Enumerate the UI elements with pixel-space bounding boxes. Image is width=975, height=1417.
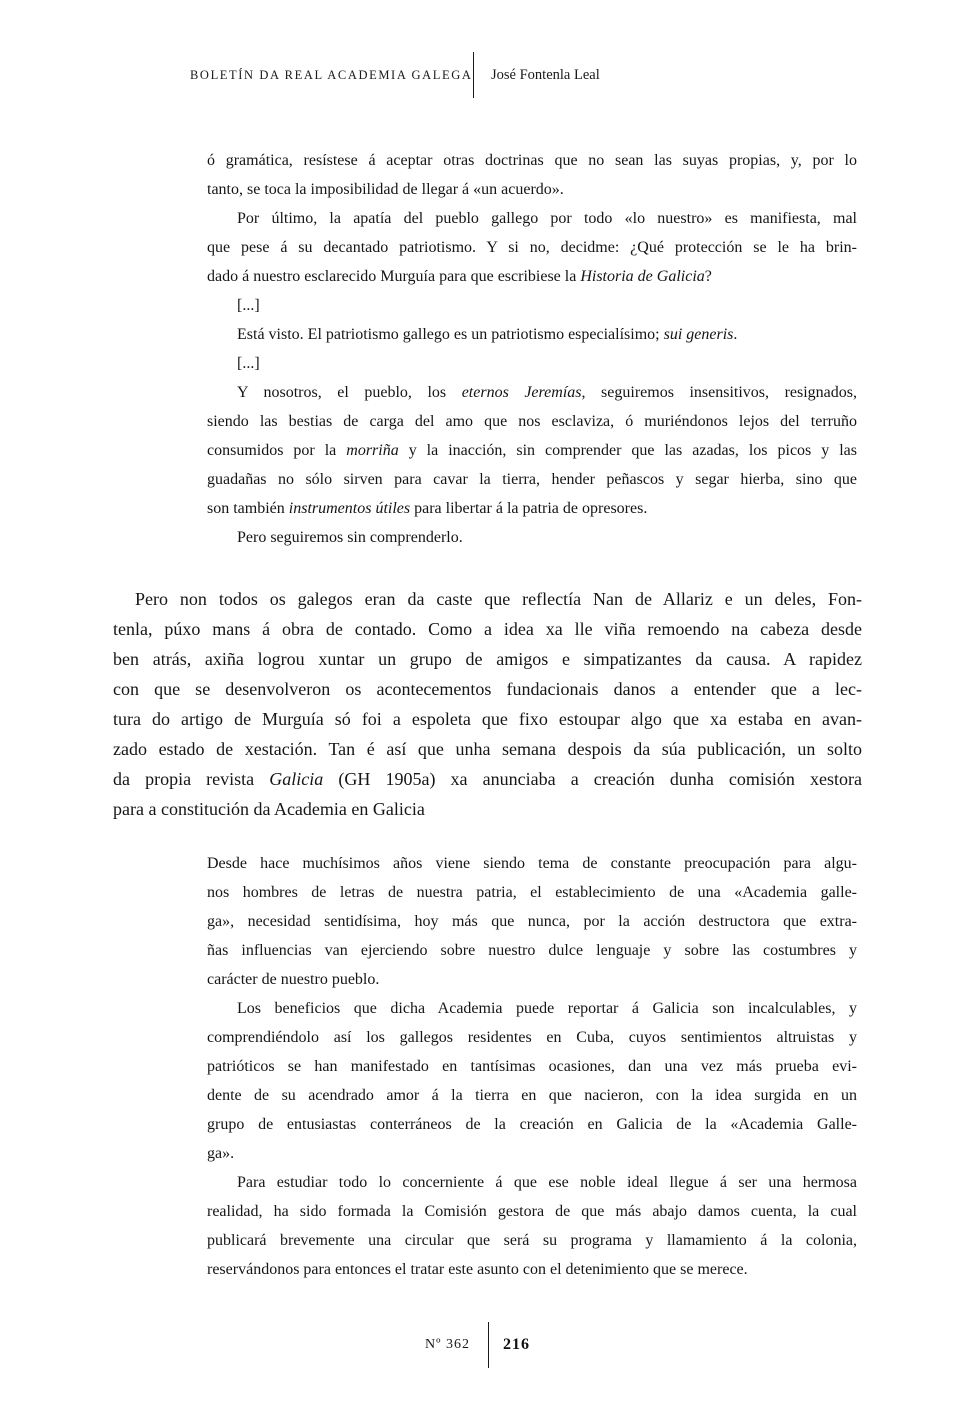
text-line — [113, 704, 862, 734]
plain-text: reservándonos para entonces el tratar este asunto con el detenimiento que se merece. — [207, 1261, 748, 1278]
page-number: 216 — [503, 1336, 530, 1353]
plain-text: dente de su acendrado amor á la tierra en que nacieron, con la idea surgida en un — [207, 1087, 857, 1104]
text-line — [207, 1110, 857, 1139]
text-line — [207, 378, 857, 407]
text-line — [207, 291, 857, 320]
plain-text: para a constitución da Academia en Galicia — [113, 799, 425, 819]
plain-text: Para estudiar todo lo concerniente á que ese noble ideal llegue á ser una hermosa — [237, 1174, 857, 1191]
text-line — [207, 436, 857, 465]
plain-text: ben atrás, axiña logrou xuntar un grupo de amigos e simpatizantes da causa. A rapidez — [113, 649, 862, 669]
plain-text: ó gramática, resístese á aceptar otras doctrinas que no sean las suyas propias, y, por lo — [207, 152, 857, 169]
text-line — [113, 644, 862, 674]
plain-text: patrióticos se han manifestado en tantísimas ocasiones, dan una vez más prueba evi- — [207, 1058, 857, 1075]
text-line — [207, 1168, 857, 1197]
plain-text: Por último, la apatía del pueblo gallego por todo «lo nuestro» es manifiesta, mal — [237, 210, 857, 227]
text-line — [113, 734, 862, 764]
plain-text: Está visto. El patriotismo gallego es un patriotismo especialísimo; — [237, 326, 664, 343]
article-author: José Fontenla Leal — [491, 66, 600, 83]
text-line — [113, 614, 862, 644]
text-line — [113, 794, 862, 824]
header-divider — [473, 52, 474, 98]
plain-text: grupo de entusiastas conterráneos de la creación en Galicia de la «Academia Galle- — [207, 1116, 857, 1133]
plain-text: Los beneficios que dicha Academia puede reportar á Galicia son incalculables, y — [237, 1000, 857, 1017]
text-line — [207, 523, 857, 552]
plain-text: con que se desenvolveron os acontecementos fundacionais danos a entender que a lec- — [113, 679, 862, 699]
plain-text: Desde hace muchísimos años viene siendo tema de constante preocupación para algu- — [207, 855, 857, 872]
issue-number: Nº 362 — [425, 1337, 470, 1352]
text-line — [207, 1081, 857, 1110]
plain-text: nos hombres de letras de nuestra patria, el establecimiento de una «Academia galle- — [207, 884, 857, 901]
text-line — [207, 262, 857, 291]
italic-text: Galicia — [269, 769, 324, 789]
quote-block-1 — [207, 146, 857, 552]
plain-text: ? — [704, 268, 712, 285]
plain-text: siendo las bestias de carga del amo que nos esclaviza, ó muriéndonos lejos del terruño — [207, 413, 857, 430]
text-line — [207, 1023, 857, 1052]
plain-text: ñas influencias van ejerciendo sobre nuestro dulce lenguaje y sobre las costumbres y — [207, 942, 857, 959]
plain-text: zado estado de xestación. Tan é así que unha semana despois da súa publicación, un solto — [113, 739, 862, 759]
text-line — [207, 146, 857, 175]
plain-text: son también — [207, 500, 289, 517]
plain-text: para libertar á la patria de opresores. — [410, 500, 648, 517]
plain-text: guadañas no sólo sirven para cavar la tierra, hender peñascos y segar hierba, sino que — [207, 471, 857, 488]
text-line — [207, 965, 857, 994]
text-line — [113, 764, 862, 794]
plain-text: Pero seguiremos sin comprenderlo. — [237, 529, 463, 546]
text-line — [113, 584, 862, 614]
journal-title: BOLETÍN DA REAL ACADEMIA GALEGA — [190, 67, 473, 82]
plain-text: da propia revista — [113, 769, 270, 789]
plain-text: comprendiéndolo así los gallegos residentes en Cuba, cuyos sentimientos altruistas y — [207, 1029, 857, 1046]
text-line — [207, 349, 857, 378]
plain-text: ga». — [207, 1145, 235, 1162]
text-line — [207, 936, 857, 965]
text-line — [207, 1052, 857, 1081]
text-line — [207, 494, 857, 523]
text-line — [207, 1139, 857, 1168]
text-line — [207, 233, 857, 262]
text-line — [207, 407, 857, 436]
text-line — [207, 175, 857, 204]
plain-text: dado á nuestro esclarecido Murguía para que escribiese la — [207, 268, 581, 285]
text-line — [207, 878, 857, 907]
plain-text: tenla, púxo mans á obra de contado. Como a idea xa lle viña remoendo na cabeza desde — [113, 619, 862, 639]
italic-text: morriña — [346, 442, 399, 459]
page-footer — [330, 1322, 530, 1368]
footer-divider — [488, 1322, 489, 1368]
italic-text: Historia de Galicia — [580, 268, 705, 285]
text-line — [207, 849, 857, 878]
quote-block-2 — [207, 849, 857, 1284]
text-line — [207, 320, 857, 349]
page-header — [190, 52, 600, 98]
plain-text: carácter de nuestro pueblo. — [207, 971, 380, 988]
text-line — [207, 907, 857, 936]
plain-text: que pese á su decantado patriotismo. Y si no, decidme: ¿Qué protección se le ha brin- — [207, 239, 857, 256]
plain-text: realidad, ha sido formada la Comisión gestora de que más abajo damos cuenta, la cual — [207, 1203, 857, 1220]
plain-text: tanto, se toca la imposibilidad de llegar á «un acuerdo». — [207, 181, 564, 198]
text-line — [207, 994, 857, 1023]
text-line — [207, 1226, 857, 1255]
italic-text: eternos Jeremías — [461, 384, 582, 401]
plain-text: [...] — [237, 297, 260, 314]
text-line — [207, 204, 857, 233]
plain-text: ga», necesidad sentidísima, hoy más que nunca, por la acción destructora que extra- — [207, 913, 857, 930]
italic-text: sui generis — [663, 326, 734, 343]
plain-text: Pero non todos os galegos eran da caste que reflectía Nan de Allariz e un deles, Fon- — [135, 589, 862, 609]
plain-text: consumidos por la — [207, 442, 347, 459]
plain-text: y la inacción, sin comprender que las azadas, los picos y las — [398, 442, 858, 459]
text-line — [207, 465, 857, 494]
main-paragraph-block — [113, 584, 862, 824]
plain-text: . — [733, 326, 738, 343]
text-line — [207, 1197, 857, 1226]
text-line — [113, 674, 862, 704]
italic-text: instrumentos útiles — [288, 500, 411, 517]
plain-text: (GH 1905a) xa anunciaba a creación dunha comisión xestora — [323, 769, 862, 789]
plain-text: , seguiremos insensitivos, resignados, — [581, 384, 858, 401]
plain-text: publicará brevemente una circular que será su programa y llamamiento á la colonia, — [207, 1232, 857, 1249]
text-line — [207, 1255, 857, 1284]
plain-text: tura do artigo de Murguía só foi a espoleta que fixo estoupar algo que xa estaba en avan- — [113, 709, 862, 729]
plain-text: Y nosotros, el pueblo, los — [237, 384, 462, 401]
plain-text: [...] — [237, 355, 260, 372]
